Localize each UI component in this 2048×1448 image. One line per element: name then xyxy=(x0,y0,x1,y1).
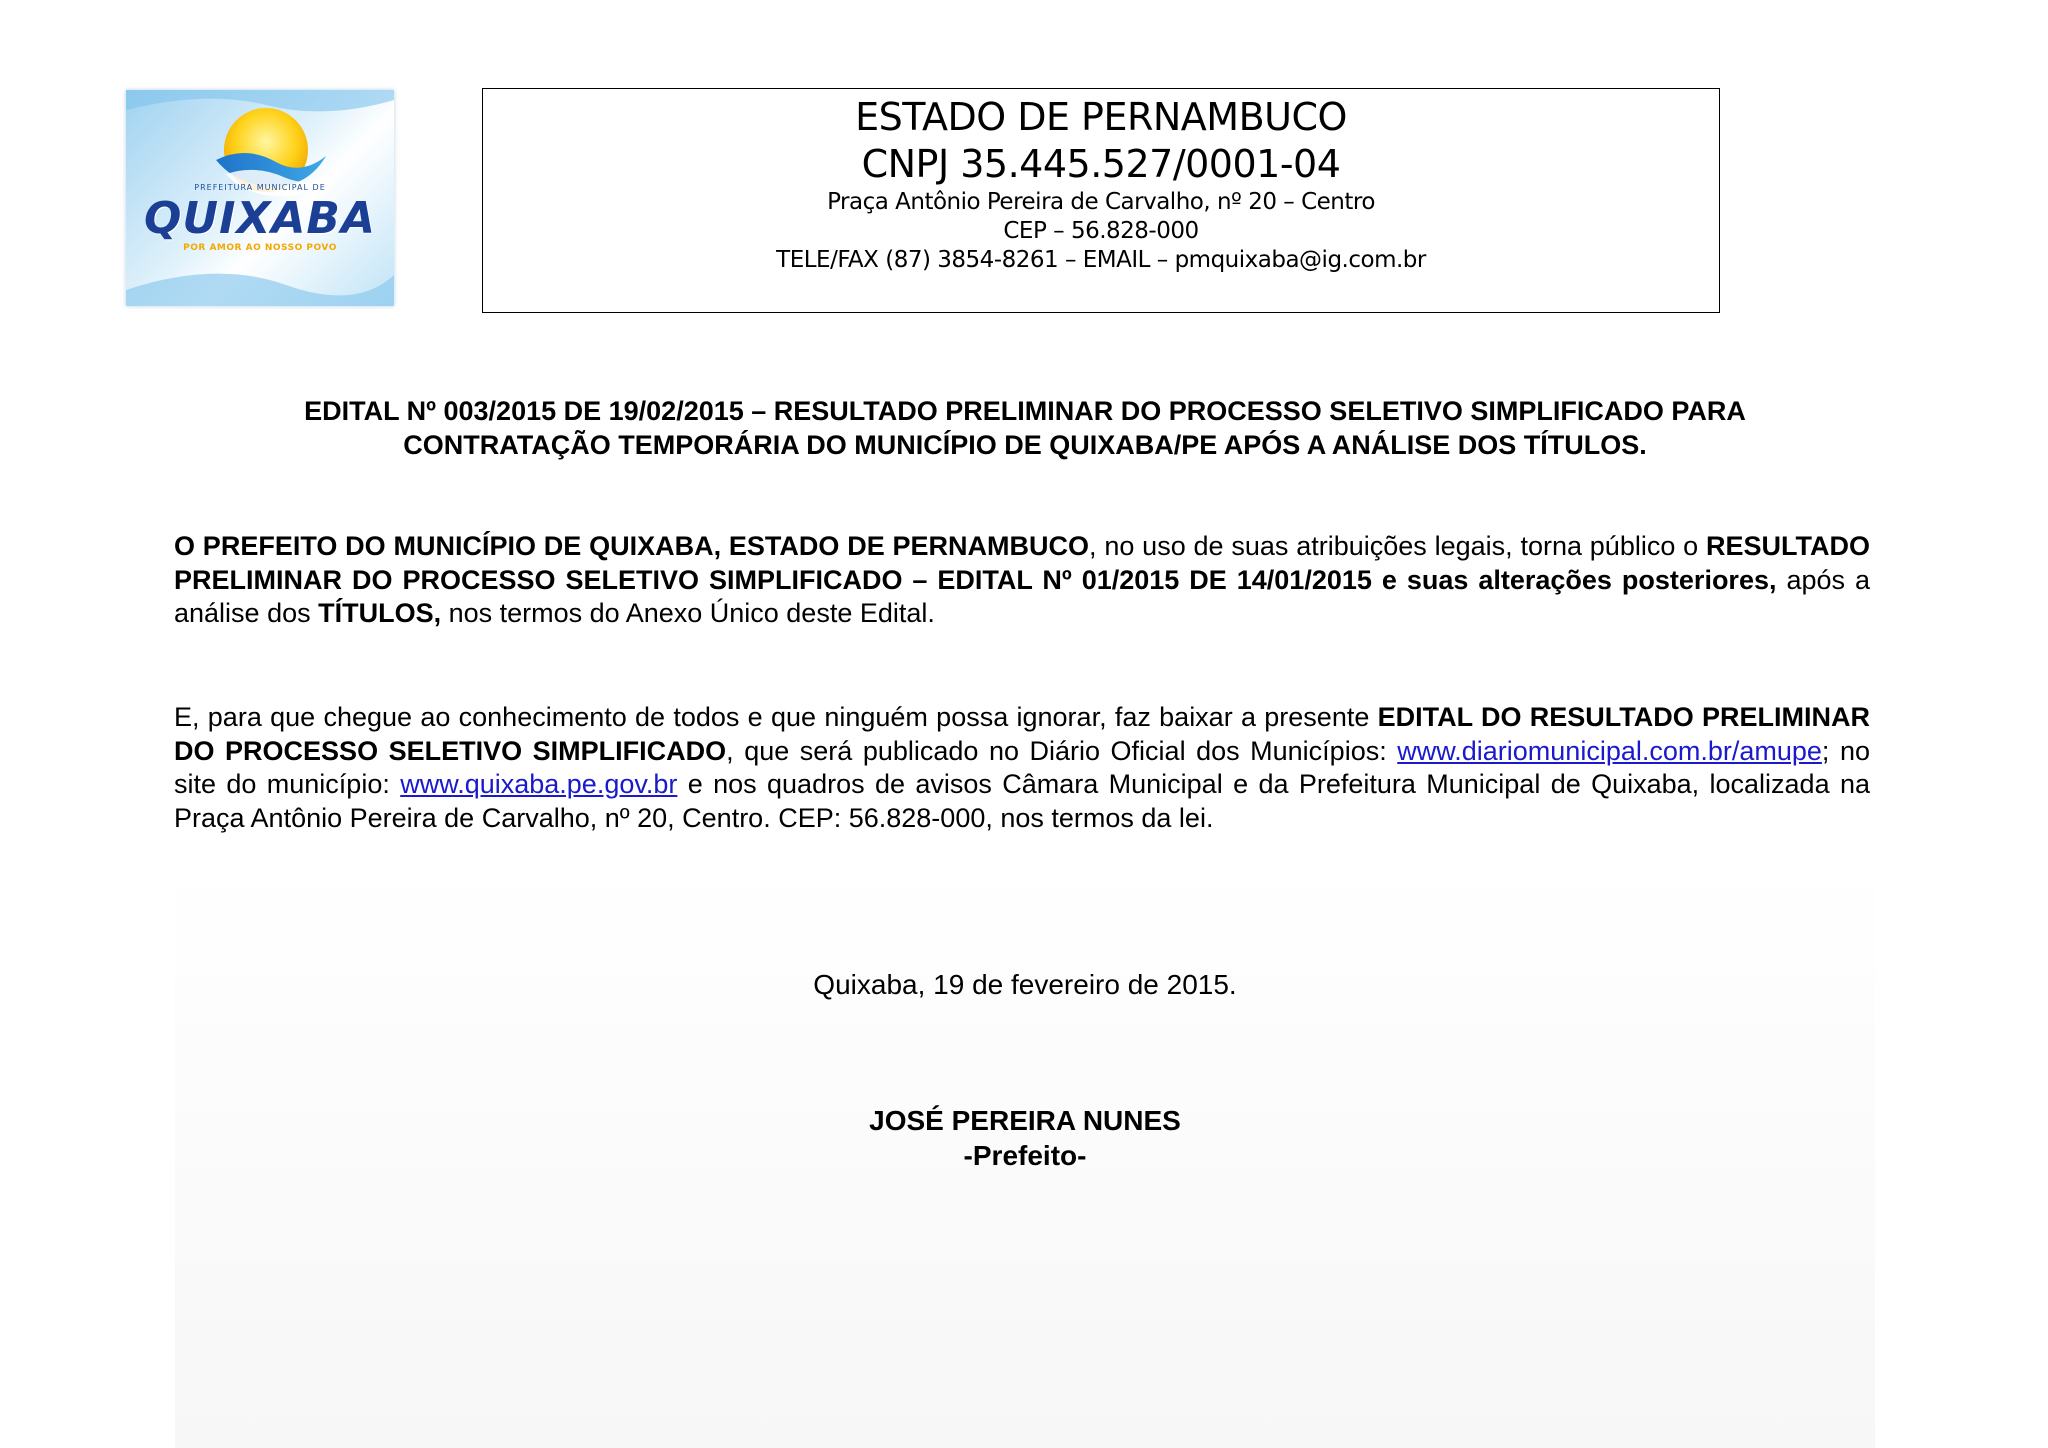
p2-text-1: E, para que chegue ao conhecimento de todos e que ninguém possa ignorar, faz baixar a presente xyxy=(174,702,1378,732)
p1-text-1: , no uso de suas atribuições legais, torna público o xyxy=(1089,531,1706,561)
p2-text-3: ; no site do município: xyxy=(174,735,1870,799)
signer-role: -Prefeito- xyxy=(963,1140,1087,1171)
document-title-line-1: EDITAL Nº 003/2015 DE 19/02/2015 – RESULTADO PRELIMINAR DO PROCESSO SELETIVO SIMPLIFICADO PARA xyxy=(304,396,1746,426)
cep-line: CEP – 56.828-000 xyxy=(1003,218,1199,244)
letterhead-box xyxy=(482,88,1720,313)
municipality-logo xyxy=(126,90,394,306)
p1-bold-3: TÍTULOS, xyxy=(318,598,442,628)
logo-top-text: PREFEITURA MUNICIPAL DE xyxy=(194,183,326,192)
p2-text-2: , que será publicado no Diário Oficial dos Municípios: xyxy=(726,735,1398,766)
logo-name: QUIXABA xyxy=(143,193,377,244)
municipality-site-link[interactable]: www.quixaba.pe.gov.br xyxy=(400,769,678,799)
p2-bold-1: EDITAL DO RESULTADO PRELIMINAR DO PROCESSO SELETIVO SIMPLIFICADO xyxy=(174,702,1871,766)
document-title-line-2: CONTRATAÇÃO TEMPORÁRIA DO MUNICÍPIO DE QUIXABA/PE APÓS A ANÁLISE DOS TÍTULOS. xyxy=(403,430,1647,460)
diario-municipal-link[interactable]: www.diariomunicipal.com.br/amupe xyxy=(1397,735,1822,766)
paragraph-publication xyxy=(174,701,1870,835)
logo-slogan: POR AMOR AO NOSSO POVO xyxy=(183,243,337,253)
contact-line: TELE/FAX (87) 3854-8261 – EMAIL – pmquixaba@ig.com.br xyxy=(776,247,1426,273)
p1-bold-1: O PREFEITO DO MUNICÍPIO DE QUIXABA, ESTADO DE PERNAMBUCO xyxy=(174,531,1090,561)
p1-text-3: nos termos do Anexo Único deste Edital. xyxy=(441,598,935,628)
paragraph-announcement xyxy=(174,530,1870,631)
p1-bold-2: RESULTADO PRELIMINAR DO PROCESSO SELETIVO SIMPLIFICADO – EDITAL Nº 01/2015 DE 14/01/2015 e suas alterações posteriores, xyxy=(174,531,1870,595)
address-line: Praça Antônio Pereira de Carvalho, nº 20 – Centro xyxy=(827,189,1375,215)
p2-text-4: e nos quadros de avisos Câmara Municipal e da Prefeitura Municipal de Quixaba, localizada na Praça Antônio Pereira de Carvalho, nº 20, Centro. CEP: 56.828-000, nos termos da lei. xyxy=(174,769,1870,833)
state-name: ESTADO DE PERNAMBUCO xyxy=(855,95,1347,139)
cnpj-number: CNPJ 35.445.527/0001-04 xyxy=(861,142,1341,186)
date-line: Quixaba, 19 de fevereiro de 2015. xyxy=(813,969,1237,1000)
p1-text-2: após a análise dos xyxy=(174,564,1870,628)
signer-name: JOSÉ PEREIRA NUNES xyxy=(869,1105,1181,1136)
